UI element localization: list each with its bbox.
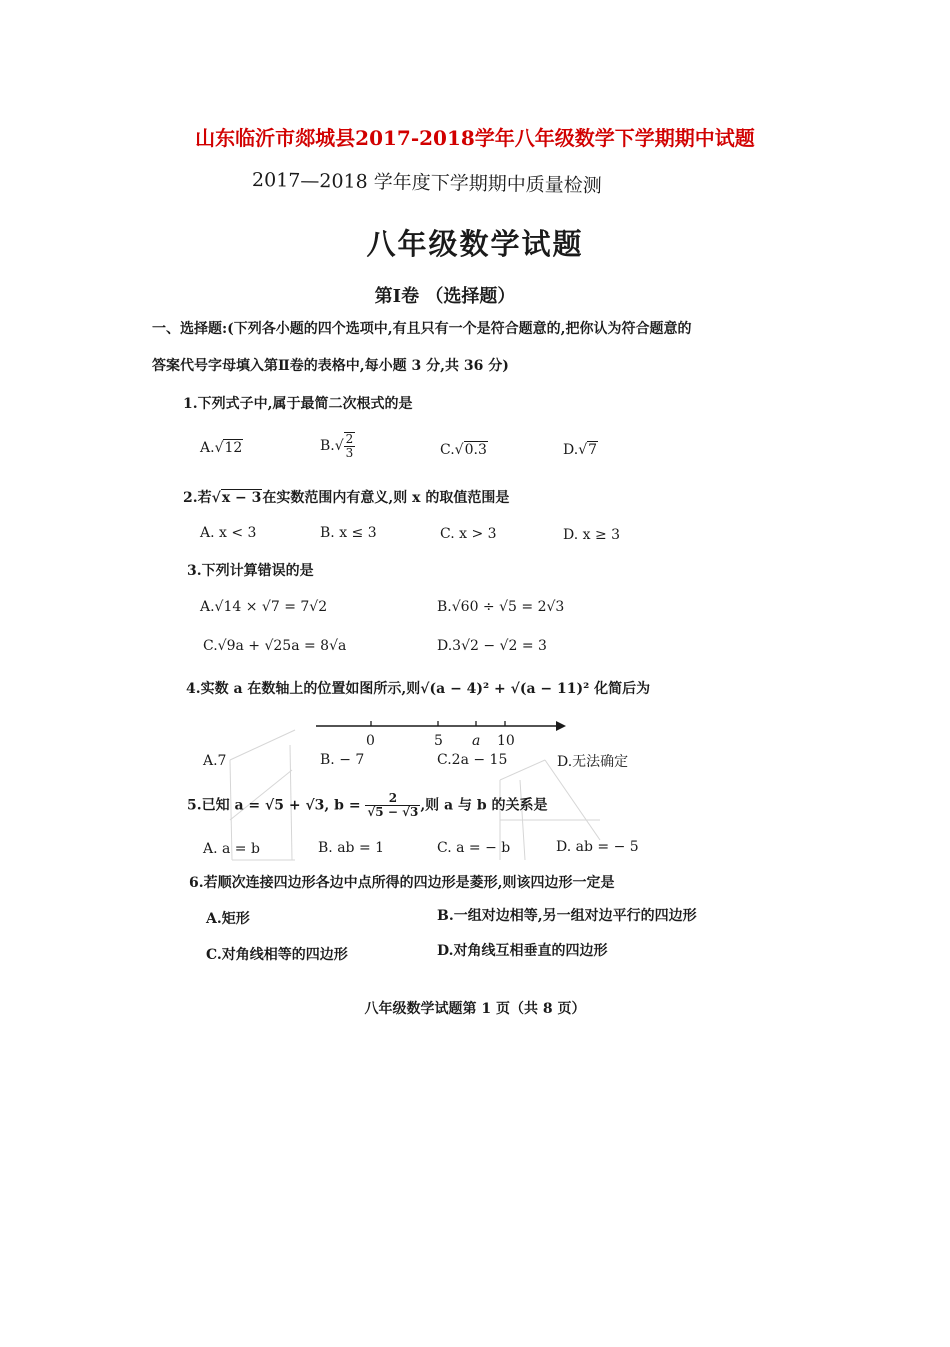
question-5-stem: 5.已知 a = √5 + √3, b = $\frac{2}{√5 - √3}$ ,则 a 与 b 的关系是	[187, 791, 548, 819]
question-2-option-b: B. x ≤ 3	[320, 525, 377, 541]
question-6-stem: 6.若顺次连接四边形各边中点所得的四边形是菱形,则该四边形一定是	[189, 875, 615, 891]
question-2-option-c: C. x > 3	[440, 526, 497, 542]
question-5-option-a: A. a = b	[203, 841, 260, 857]
question-6-option-a: A.矩形	[206, 911, 250, 927]
question-5-option-d: D. ab = − 5	[556, 839, 639, 855]
question-1-option-d: D.√7	[563, 442, 598, 458]
question-3-stem: 3.下列计算错误的是	[187, 563, 314, 579]
question-5-option-b: B. ab = 1	[318, 840, 385, 856]
question-2-option-a: A. x < 3	[200, 525, 257, 541]
part-title: 第Ⅰ卷 （选择题）	[374, 286, 516, 307]
number-line-label-10: 10	[497, 733, 515, 749]
number-line-label-0: 0	[366, 733, 375, 749]
question-1-stem: 1.下列式子中,属于最简二次根式的是	[183, 396, 413, 412]
question-6-option-c: C.对角线相等的四边形	[206, 947, 348, 963]
question-3-option-b: B.√60 ÷ √5 = 2√3	[437, 599, 565, 615]
question-4-option-a: A.7	[203, 753, 227, 769]
question-4-option-c: C.2a − 15	[437, 752, 508, 768]
question-3-option-d: D.3√2 − √2 = 3	[437, 638, 547, 654]
number-line-label-a: a	[472, 733, 481, 749]
question-1-option-a: A.√12	[200, 440, 243, 456]
question-1-option-c: C.√0.3	[440, 442, 487, 458]
exam-subtitle: 2017—2018 学年度下学期期中质量检测	[251, 168, 602, 198]
question-3-option-c: C.√9a + √25a = 8√a	[203, 638, 347, 654]
question-4-option-b: B. − 7	[320, 752, 365, 768]
page-footer: 八年级数学试题第 1 页（共 8 页）	[364, 1001, 586, 1017]
instructions-line-2: 答案代号字母填入第Ⅱ卷的表格中,每小题 3 分,共 36 分)	[152, 358, 509, 374]
question-5-option-c: C. a = − b	[437, 840, 511, 856]
number-line-label-5: 5	[434, 733, 443, 749]
question-4-option-d: D.无法确定	[557, 754, 629, 770]
question-1-option-b: B.√ $\frac{2}{3}$	[320, 432, 354, 460]
question-4-stem: 4.实数 a 在数轴上的位置如图所示,则√(a − 4)² + √(a − 11)² 化简后为	[186, 681, 651, 697]
exam-title: 八年级数学试题	[366, 227, 584, 261]
question-2-stem: 2.若√x − 3在实数范围内有意义,则 x 的取值范围是	[183, 490, 510, 506]
document-title: 山东临沂市郯城县2017-2018学年八年级数学下学期期中试题	[195, 126, 755, 150]
question-6-option-b: B.一组对边相等,另一组对边平行的四边形	[437, 908, 697, 924]
question-2-option-d: D. x ≥ 3	[563, 527, 621, 543]
question-6-option-d: D.对角线互相垂直的四边形	[437, 943, 608, 959]
question-3-option-a: A.√14 × √7 = 7√2	[200, 599, 328, 615]
instructions-line-1: 一、选择题:(下列各小题的四个选项中,有且只有一个是符合题意的,把你认为符合题意的	[152, 321, 692, 337]
